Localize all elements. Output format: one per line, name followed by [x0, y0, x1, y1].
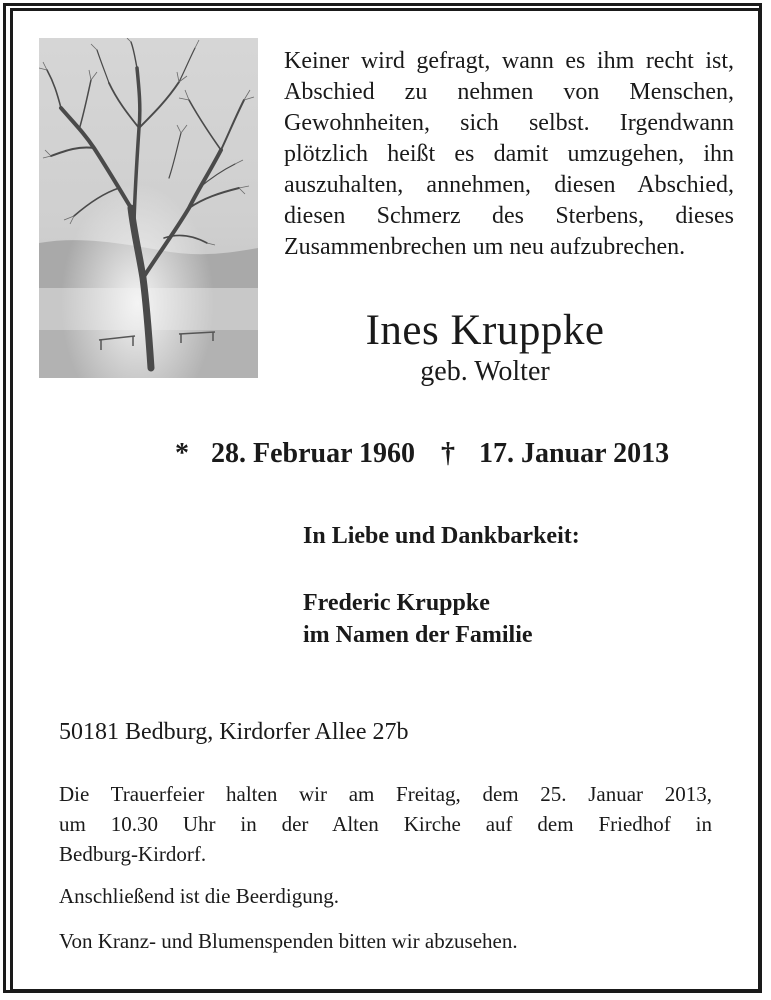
- service-line: um 10.30 Uhr in der Alten Kirche auf dem Friedhof in: [59, 812, 712, 836]
- poem-line: Zusammenbrechen um neu aufzubrechen.: [284, 234, 686, 260]
- service-line: Die Trauerfeier halten wir am Freitag, dem 25. Januar 2013,: [59, 782, 712, 806]
- birth-symbol: *: [175, 438, 189, 469]
- death-symbol-icon: †: [441, 438, 455, 469]
- signer-name: Frederic Kruppke: [303, 590, 490, 616]
- death-date: 17. Januar 2013: [479, 438, 670, 469]
- address: 50181 Bedburg, Kirdorfer Allee 27b: [59, 719, 409, 745]
- service-notice: [59, 779, 712, 869]
- poem-line: Keiner wird gefragt, wann es ihm recht ist,: [284, 48, 734, 74]
- poem-line: auszuhalten, annehmen, diesen Abschied,: [284, 172, 734, 198]
- dedication: In Liebe und Dankbarkeit:: [303, 523, 580, 549]
- life-dates: [175, 436, 669, 472]
- burial-notice: Anschließend ist die Beerdigung.: [59, 884, 339, 908]
- poem-line: Gewohnheiten, sich selbst. Irgendwann: [284, 110, 734, 136]
- poem: [284, 46, 734, 263]
- deceased-name: Ines Kruppke: [365, 307, 605, 354]
- birth-date: 28. Februar 1960: [211, 438, 416, 469]
- maiden-name: geb. Wolter: [420, 356, 550, 387]
- service-line: Bedburg-Kirdorf.: [59, 842, 207, 866]
- poem-line: diesen Schmerz des Sterbens, dieses: [284, 203, 734, 229]
- signer-on-behalf: im Namen der Familie: [303, 622, 533, 648]
- poem-line: Abschied zu nehmen von Menschen,: [284, 79, 734, 105]
- tree-by-lake-photo: [39, 38, 258, 378]
- poem-line: plötzlich heißt es damit umzugehen, ihn: [284, 141, 734, 167]
- flowers-notice: Von Kranz- und Blumenspenden bitten wir abzusehen.: [59, 929, 518, 953]
- tree-illustration: [39, 38, 258, 378]
